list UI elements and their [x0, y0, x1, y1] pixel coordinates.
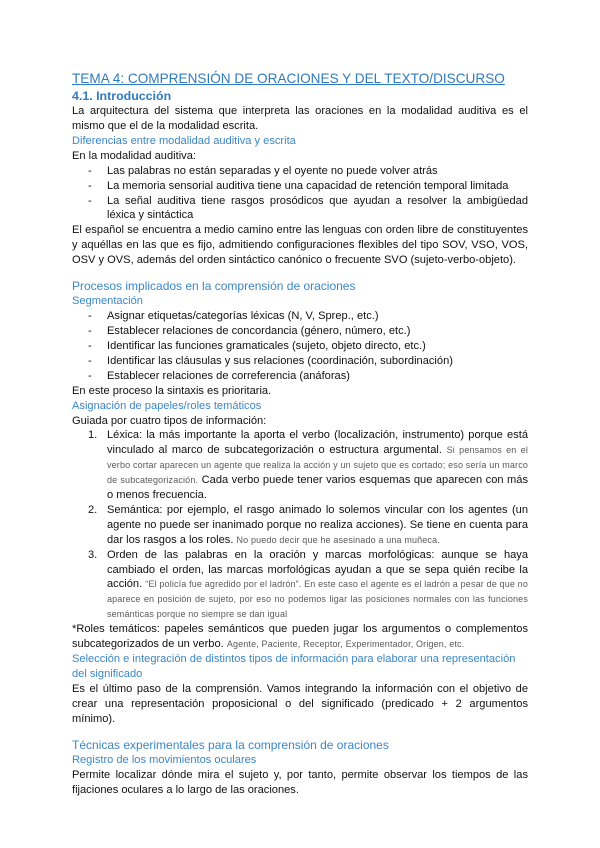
list-item-text: Léxica: la más importante la aporta el verbo (localización, instrumento) porque está vinculado al marco de subcategorización o estructura argumental. — [107, 429, 528, 457]
document-title: TEMA 4: COMPRENSIÓN DE ORACIONES Y DEL TEXTO/DISCURSO — [72, 71, 505, 86]
list-item-text: La memoria sensorial auditiva tiene una capacidad de retención temporal limitada — [107, 179, 509, 192]
dash-bullet: - — [88, 354, 92, 367]
list-item — [88, 548, 528, 623]
section-heading-procesos: Procesos implicados en la comprensión de oraciones — [72, 279, 356, 294]
seleccion-paragraph: Es el último paso de la comprensión. Vamos integrando la información con el objetivo de crear una representación proposicional o del significado (predicado + 2 argumentos mínimo). — [72, 683, 528, 725]
dash-bullet: - — [88, 324, 92, 337]
roles-definition-text: *Roles temáticos: papeles semánticos que pueden jugar los argumentos o complementos subcategorizados de un verbo. — [72, 623, 528, 651]
list-item-text: Semántica: por ejemplo, el rasgo animado lo solemos vincular con los agentes (un agente no puede ser inanimado porque no realiza acciones). Se tiene en cuenta para dar los rasgos a los roles. — [107, 503, 528, 546]
section-heading-tecnicas: Técnicas experimentales para la comprensión de oraciones — [72, 737, 389, 752]
list-item-text: Las palabras no están separadas y el oyente no puede volver atrás — [107, 164, 438, 177]
list-number: 1. — [88, 429, 98, 442]
auditiva-label: En la modalidad auditiva: — [72, 149, 196, 162]
intro-paragraph: La arquitectura del sistema que interpreta las oraciones en la modalidad auditiva es el mismo que el de la modalidad escrita. — [72, 105, 528, 132]
tecnicas-paragraph: Permite localizar dónde mira el sujeto y, por tanto, permite observar los tiempos de las fijaciones oculares a lo largo de las oraciones. — [72, 768, 528, 796]
list-item-text: Establecer relaciones de correferencia (anáforas) — [107, 369, 350, 382]
document-content — [72, 70, 528, 798]
auditiva-list — [72, 164, 528, 224]
list-item — [88, 503, 528, 548]
sintaxis-paragraph: En este proceso la sintaxis es prioritaria. — [72, 384, 272, 397]
list-item — [88, 179, 528, 194]
list-item-text: Asignar etiquetas/categorías léxicas (N, V, Sprep., etc.) — [107, 310, 379, 323]
spacer — [72, 727, 528, 738]
espanol-paragraph: El español se encuentra a medio camino entre las lenguas con orden libre de constituyentes y aquéllas en las que es fijo, admitiendo configuraciones flexibles del tipo SOV, VSO, VOS, OSV y OVS, además del orden sintáctico canónico o frecuente SVO (sujeto-verbo-objeto). — [72, 224, 528, 267]
section-heading-introduccion: 4.1. Introducción — [72, 89, 172, 103]
list-item — [88, 164, 528, 179]
list-item-note: Si pensamos en el verbo cortar aparecen un agente que realiza la acción y un sujeto que es cortado; eso sería un marco de subcategorización. — [107, 445, 528, 486]
dash-bullet: - — [88, 179, 92, 192]
list-item-text: Identificar las cláusulas y sus relaciones (coordinación, subordinación) — [107, 354, 453, 367]
list-item — [88, 369, 528, 384]
list-item-tail: Cada verbo puede tener varios esquemas que aparecen con más o menos frecuencia. — [107, 474, 528, 502]
dash-bullet: - — [88, 164, 92, 177]
list-item-text: Establecer relaciones de concordancia (género, número, etc.) — [107, 324, 411, 337]
list-item — [88, 309, 528, 324]
list-item-note: No puedo decir que he asesinado a una muñeca. — [236, 534, 440, 545]
subheading-segmentacion: Segmentación — [72, 295, 143, 308]
list-item-text: Identificar las funciones gramaticales (sujeto, objeto directo, etc.) — [107, 339, 426, 352]
list-item-text: La señal auditiva tiene rasgos prosódicos que ayudan a resolver la ambigüedad léxica y sintáctica — [107, 194, 528, 222]
list-item — [88, 354, 528, 369]
subheading-seleccion: Selección e integración de distintos tipos de información para elaborar una representación del significado — [72, 653, 516, 680]
list-number: 3. — [88, 548, 98, 561]
list-item-note: “El policía fue agredido por el ladrón”. En este caso el agente es el ladrón a pesar de que no aparece en posición de sujeto, por eso no podemos ligar las posiciones normales con las funciones semánticas porque no siempre se dan igual — [107, 579, 528, 620]
list-number: 2. — [88, 503, 98, 516]
roles-list — [72, 428, 528, 622]
list-item — [88, 428, 528, 503]
list-item — [88, 339, 528, 354]
subheading-movimientos-oculares: Registro de los movimientos oculares — [72, 753, 257, 766]
dash-bullet: - — [88, 339, 92, 352]
roles-definition — [72, 622, 528, 652]
subheading-diferencias: Diferencias entre modalidad auditiva y escrita — [72, 134, 296, 147]
roles-definition-note: Agente, Paciente, Receptor, Experimentador, Origen, etc. — [226, 639, 465, 650]
list-item — [88, 324, 528, 339]
list-item-text: Orden de las palabras en la oración y marcas morfológicas: aunque se haya cambiado el orden, las marcas morfológicas ayudan a que se sepa quién recibe la acción. — [107, 548, 528, 591]
guiada-paragraph: Guiada por cuatro tipos de información: — [72, 414, 267, 427]
segmentacion-list — [72, 309, 528, 384]
dash-bullet: - — [88, 194, 92, 207]
list-item — [88, 194, 528, 224]
spacer — [72, 268, 528, 279]
dash-bullet: - — [88, 369, 92, 382]
subheading-asignacion-roles: Asignación de papeles/roles temáticos — [72, 399, 262, 412]
dash-bullet: - — [88, 310, 92, 323]
